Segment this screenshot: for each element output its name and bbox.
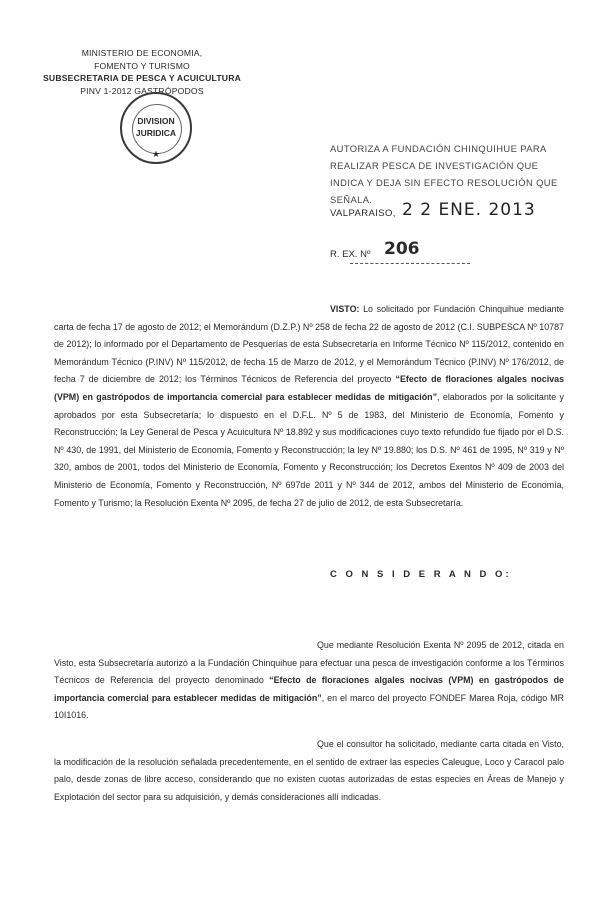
visto-text-2: , elaborados por la solicitante y aprobados por esta Subsecretaría; lo dispuesto en el D.F.L. Nº 5 de 1983, del Ministerio de Economía, Fomento y Reconstrucción; la Ley General de Pesca y Acuicultura Nº 18.892 y sus modificaciones cuyo texto refundido fue fijado por el D.S. Nº 430, de 1991, del Ministerio de Economía, Fomento y Reconstrucción; la ley Nº 19.880; los D.S. Nº 461 de 1995, Nº 319 y Nº 320, ambos de 2001, todos del Ministerio de Economía, Fomento y Reconstrucción; los Decretos Exentos Nº 409 de 2003 del Ministerio de Economía, Fomento y Reconstrucción, Nº 697de 2011 y Nº 344 de 2012, ambos del Ministerio de Economía, Fomento y Turismo; la Resolución Exenta Nº 2095, de fecha 27 de julio de 2012, de esta Subsecretaría.	[54, 391, 564, 508]
resolution-title: AUTORIZA A FUNDACIÓN CHINQUIHUE PARA REALIZAR PESCA DE INVESTIGACIÓN QUE INDICA Y DEJA SIN EFECTO RESOLUCIÓN QUE SEÑALA.	[330, 143, 558, 205]
considerando-paragraph-2: Que el consultor ha solicitado, mediante carta citada en Visto, la modificación de la resolución señalada precedentemente, en el sentido de extraer las especies Caleugue, Loco y Caracol palo palo, desde zonas de libre acceso, considerando que no existen cuotas autorizadas de estas especies en Áreas de Manejo y Explotación del sector para su adquisición, y demás consideraciones allí indicadas.	[54, 739, 564, 802]
date-stamp: 2 2 ENE. 2013	[402, 200, 536, 220]
seal-star-icon: ★	[151, 149, 161, 159]
visto-text-1: Lo solicitado por Fundación Chinquihue mediante carta de fecha 17 de agosto de 2012; el Memorándum (D.Z.P.) Nº 258 de fecha 22 de agosto de 2012 (C.I. SUBPESCA Nº 10787 de 2012); lo informado por el Departamento de Pesquerías de esta Subsecretaría en Informe Técnico Nº 115/2012, contenido en Memorándum Técnico (P.INV) Nº 115/2012, de fecha 15 de Marzo de 2012, y el Memorándum Técnico (P.INV) Nº 176/2012, de fecha 7 de diciembre de 2012; los Términos Técnicos de Referencia del proyecto	[54, 304, 564, 385]
visto-paragraph	[54, 301, 564, 512]
considerando-heading: C O N S I D E R A N D O:	[330, 569, 512, 580]
division-juridica-seal	[120, 92, 192, 164]
file-reference: PINV 1-2012 GASTRÓPODOS	[80, 86, 204, 96]
considerando-paragraph-1	[54, 637, 564, 725]
seal-text-division: DIVISION	[137, 116, 175, 126]
considerando-1-text-a: Que mediante Resolución Exenta Nº 2095 de 2012, citada en Visto, esta Subsecretaría autorizó a la Fundación Chinquihue para efectuar una pesca de investigación conforme a los Términos Técnicos de Referencia del proyecto denominado	[54, 640, 564, 686]
visto-project-title: “Efecto de floraciones algales nocivas (VPM) en gastrópodos de importancia comercial para establecer medidas de mitigación”	[54, 374, 565, 402]
ministry-name: MINISTERIO DE ECONOMIA,	[81, 48, 203, 58]
subsecretaria-name: SUBSECRETARIA DE PESCA Y ACUICULTURA	[42, 73, 242, 83]
seal-text-juridica: JURIDICA	[135, 128, 177, 138]
ministry-subtitle: FOMENTO Y TURISMO	[94, 61, 190, 71]
rex-label: R. EX. Nº	[330, 249, 371, 260]
rex-number: 206	[384, 239, 420, 259]
place-label: VALPARAISO,	[330, 208, 396, 219]
considerando-1-text-b: , en el marco del proyecto FONDEF Marea Roja, código MR 10I1016.	[54, 692, 564, 721]
visto-label: VISTO:	[330, 304, 360, 314]
considerando-1-project-title: “Efecto de floraciones algales nocivas (VPM) en gastrópodos de importancia comercial para establecer medidas de mitigación”	[54, 675, 564, 703]
rex-underline	[350, 263, 470, 264]
